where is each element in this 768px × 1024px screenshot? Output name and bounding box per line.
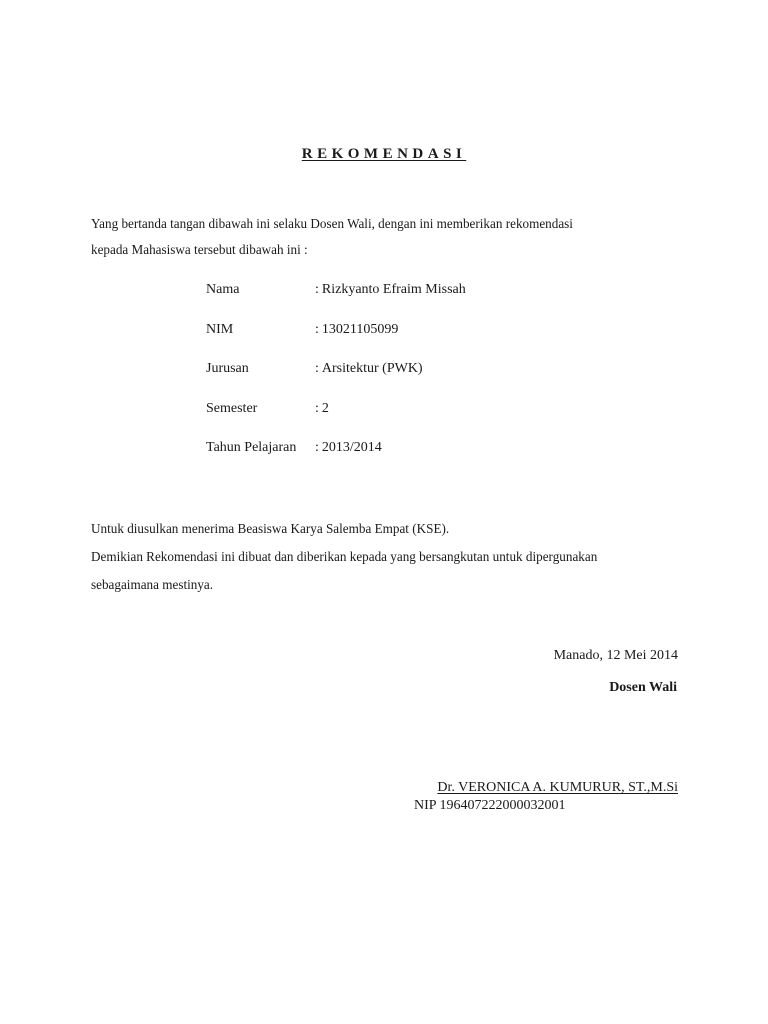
field-value: 2013/2014	[321, 440, 382, 456]
field-label: Tahun Pelajaran	[206, 440, 297, 456]
closing-line: sebagaimana mestinya.	[91, 578, 214, 593]
field-value: Rizkyanto Efraim Missah	[321, 282, 466, 297]
document-title: REKOMENDASI	[301, 146, 467, 162]
field-value: 13021105099	[321, 321, 399, 337]
closing-line: Demikian Rekomendasi ini dibuat dan diberikan kepada yang bersangkutan untuk dipergunakan	[91, 550, 598, 565]
field-value: 2	[321, 400, 329, 416]
field-label: Nama	[206, 282, 240, 297]
field-value: Arsitektur (PWK)	[321, 361, 423, 377]
intro-line: Yang bertanda tangan dibawah ini selaku Dosen Wali, dengan ini memberikan rekomendasi	[91, 217, 573, 232]
field-label: Semester	[206, 400, 258, 416]
field-label: Jurusan	[206, 361, 249, 377]
closing-paragraph	[91, 516, 597, 600]
recommendation-letter: REKOMENDASI Yang bertanda tangan dibawah ini selaku Dosen Wali, dengan ini memberikan rekomendasi kepada Mahasiswa tersebut dibawah ini : Nama : Rizkyanto Efraim Missah NIM : 13021105099 Jurusan : Arsitektur (PWK) Semester : 2 Tahun Pelajaran : 2013/2014 Untuk diusulkan menerima Beasiswa Karya Salemba Empat (KSE). Demikian Rekomendasi ini dibuat dan diberikan kepada yang bersangkutan untuk dipergunakan sebagaimana mestinya. Manado, 12 Mei 2014 Dosen Wali Dr. VERONICA A. KUMURUR, ST.,M.Si NIP 196407222000032001	[0, 0, 768, 1024]
signer-name: Dr. VERONICA A. KUMURUR, ST.,M.Si	[437, 780, 678, 795]
signer-role: Dosen Wali	[609, 680, 677, 695]
signer-nip: NIP 196407222000032001	[414, 798, 566, 813]
intro-paragraph	[91, 212, 573, 264]
place-date: Manado, 12 Mei 2014	[553, 648, 678, 663]
field-label: NIM	[206, 321, 234, 337]
intro-line: kepada Mahasiswa tersebut dibawah ini :	[91, 243, 308, 258]
closing-line: Untuk diusulkan menerima Beasiswa Karya Salemba Empat (KSE).	[91, 522, 450, 537]
